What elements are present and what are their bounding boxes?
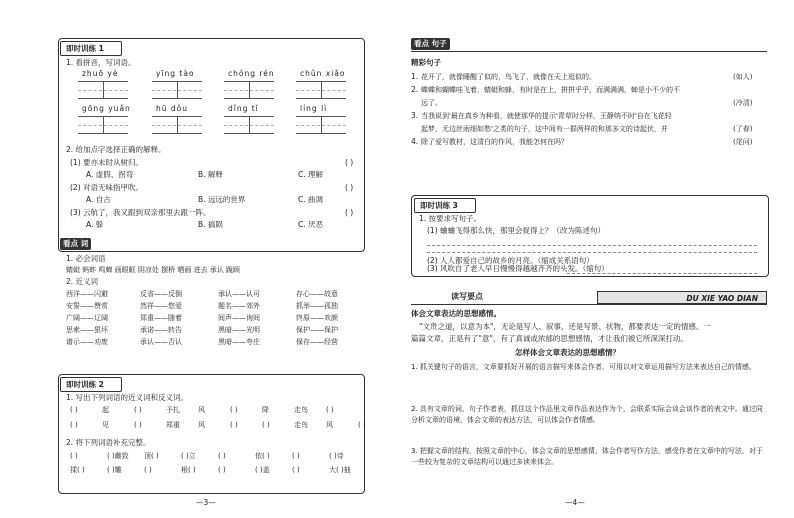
fill-cell[interactable]: ( ) [70,421,78,429]
complete-cell[interactable]: ( ) [292,452,300,460]
reading-heading: 体会文章表达的思想感情。 [411,309,501,318]
right-page [397,0,794,518]
complete-cell[interactable]: ( )诗 [329,452,344,460]
answer-line[interactable] [427,245,757,246]
fill-cell: 风 [326,421,333,429]
word-pair: 承认——认可 [218,290,260,298]
guide-point: 3. 把握文章的结构，按照文章的中心，体会文章的思想感情，体会作者写作方法，感受作者在文章中的写法，对于一些较为复杂的文章结构可以通过多读来体会。 [411,447,763,466]
word-pair: 安誓——赞赏 [66,302,108,310]
writing-grid[interactable] [296,116,346,134]
fill-cell: 郑重 [166,421,180,429]
answer-line[interactable] [427,252,757,253]
subheading-bihui: 1. 必会词语 [66,254,106,263]
answer-line[interactable] [567,273,757,274]
item-2-question: (2) 对语无味指甲吹。 [70,183,144,192]
fill-cell: 走鸟 [294,406,308,414]
word-pair: 终原——欢颜 [296,314,338,322]
banner-title: 读写要点 [451,292,483,301]
complete-cell[interactable]: ( )盖 [255,466,270,474]
sentence-text: 远了。 [421,99,442,107]
complete-cell[interactable]: 大( )抽 [329,466,351,474]
fill-cell: 走鸟 [294,421,308,429]
fill-cell[interactable]: ( ) [358,421,366,429]
complete-cell[interactable]: 依( ) [255,452,270,460]
sentence-number: 3. [411,111,419,120]
option-b: B. 远远的世界 [198,195,246,204]
fill-cell: 风 [198,406,205,414]
pinyin-label: gōng yuǎn [82,104,131,113]
complete-cell[interactable]: ( ) [70,452,78,460]
word-pair: 反省——反倒 [140,290,182,298]
train-item-3: (3) 风吹自了老人早日慢慢得越越齐齐的头发。（缩句） [427,264,609,273]
sentence-text: 当我说到'最在真乡为种看，就使那华的提示'青草时分样，王静纳不时'自在飞花轻 [421,112,672,120]
pinyin-label: chóng rén [228,69,275,78]
complete-cell[interactable]: ( ) [292,466,300,474]
word-list: 蜻蜓 蚂蚱 鸣蝉 画眼眶 阴凉处 摆桥 晒画 进去 承认 跪顾 [66,266,241,274]
word-pair: 保护——保护 [296,326,338,334]
option-c: C. 理解 [298,170,324,179]
question-fill-1: 1. 写出下列词语的近义词和反义词。 [66,393,189,402]
answer-blank[interactable]: ( ) [345,183,354,192]
complete-cell[interactable]: ( )雌致 [107,452,129,460]
writing-grid[interactable] [78,81,128,99]
fill-cell: 风 [198,421,205,429]
item-3-question: (3) 云航了，我又跟到双亲那里去跟一阵。 [70,208,211,217]
train-item-2: (2) 人人都爱自己的故乡的月亮。（缩成关系语句） [427,256,594,265]
writing-grid[interactable] [152,81,202,99]
sentence-number: 1. [411,72,419,81]
sentence-text: 花开了，就像睡醒了似的，鸟飞了，就像在天上逛似的。 [421,73,596,81]
complete-cell[interactable]: ( )雕 [107,466,122,474]
fill-cell[interactable]: ( ) [230,421,238,429]
complete-cell[interactable]: ( ) [218,452,226,460]
fill-cell: 予扎 [166,406,180,414]
section-header-2: 即时训练 2 [60,377,122,392]
word-pair: 黑暗——光明 [218,326,260,334]
word-pair: 黑暗——夸庄 [218,338,260,346]
intro-line-2: 篇篇文章，正是有了"意"，有了真诚或浓郁的思想感情，才让我们被它所深深打动。 [411,334,688,343]
complete-cell[interactable]: 揉( ) [70,466,85,474]
word-pair: 广阔——辽阔 [66,314,108,322]
pinyin-label: yīng tào [156,69,195,78]
fill-cell[interactable]: ( ) [230,406,238,414]
complete-cell[interactable]: 顶( ) [144,452,159,460]
writing-grid[interactable] [224,116,274,134]
word-pair: 存心——故意 [296,290,338,298]
complete-cell[interactable]: ( ) [218,466,226,474]
sentence-text: 蝶蝶和蝴蝶哇飞着，蜻蜓和蜂，有时是在上，拼拼乎乎，而满满满，蝉是小不少的不 [421,86,680,94]
fill-cell[interactable]: ( ) [70,406,78,414]
section-header-1: 即时训练 1 [60,41,122,56]
pinyin-label: dǐng tǐ [228,104,259,113]
option-b: B. 搞陨 [198,220,223,229]
option-a: A. 虚假、拐弯 [86,170,134,179]
pinyin-label: zhuō yè [82,69,119,78]
question-fill-2: 2. 将下列词语补充完整。 [66,438,151,447]
page-number-3: —3— [196,498,216,507]
pinyin-label: chǔn xiǎo [300,69,346,78]
pinyin-label: líng lì [300,104,328,113]
word-pair: 题名——郊外 [218,302,260,310]
train-item-1: (1) 蛐蛐飞得那么快，那里会捉得上？（改为陈述句） [427,226,606,235]
option-c: C. 曲调 [298,195,324,204]
sentence-text: 起梦，无边丝雨细如愁'之类的句子，这中间有一群两样的和那多文的诗起伏，并 [421,125,668,133]
writing-grid[interactable] [296,81,346,99]
answer-blank[interactable]: ( ) [345,208,354,217]
sentence-number: 2. [411,85,419,94]
fill-cell[interactable]: ( ) [262,421,270,429]
answer-blank[interactable]: ( ) [345,158,354,167]
subheading-synonyms: 2. 近义词 [66,277,99,286]
question-2: 2. 给加点字选择正确的解释。 [66,145,166,154]
word-pair: 抓举——孤独 [296,302,338,310]
complete-cell[interactable]: 根( ) [181,466,196,474]
word-pair: 谱示——劝废 [66,338,108,346]
option-a: A. 躲 [86,220,104,229]
guide-point: 1. 抓关键句子的语言，文章要抓好开展的语言描写来体会作者，可用以对文章运用描写方法来表达自己的情感。 [411,363,756,371]
section-banner-duxie [411,290,767,305]
guide-question: 怎样体会文章表达的思想感情？ [515,348,620,357]
guide-point: 2. 具有文章的词、句子作者表，抓住这个作品里文章作品表达作为个，会联系实际会谈会谈作者的表文中。通过同分析文章的语境，体会文章的表达方法，可以体会作者情感。 [411,405,763,424]
section-badge-sentence: 看点 句子 [411,38,450,50]
complete-cell[interactable]: ( )立 [181,452,196,460]
word-pair: 承诺——转告 [140,326,182,334]
writing-grid[interactable] [152,116,202,134]
page-number-4: —4— [565,498,585,507]
question-1: 1. 看拼音，写词语。 [66,58,136,67]
option-a: A. 自古 [86,195,111,204]
section-badge-ci: 看点 词 [60,238,91,250]
fill-cell[interactable]: ( ) [326,406,334,414]
pinyin-label: hū dǒu [156,104,188,113]
sentence-number: 4. [411,137,419,146]
sentence-source: (冷清) [733,99,753,107]
word-pair: 然祥——悠爱 [140,302,182,310]
word-pair: 西洋——闪避 [66,290,108,298]
banner-pinyin: DU XIE YAO DIAN [597,291,767,304]
word-pair: 承认——否认 [140,338,182,346]
sentence-source: (如人) [733,73,753,81]
sentence-source: (了春) [733,125,753,133]
complete-cell[interactable]: ( ) [144,466,152,474]
fill-cell[interactable]: ( ) [134,406,142,414]
fill-cell: 见 [102,421,109,429]
item-1-question: (1) 要亦未时从树归。 [70,158,144,167]
word-pair: 郑重——随着 [140,314,182,322]
sentence-source: (尾问) [733,138,753,146]
writing-grid[interactable] [224,81,274,99]
sentence-text: 除了爱写教材，这清白的作风，我能怎何在吗？ [421,138,568,146]
writing-grid[interactable] [78,116,128,134]
option-c: C. 厌恶 [298,220,324,229]
train-question: 1. 按要求写句子。 [419,214,482,223]
intro-line-1: "文贵之道，以意为本"，无论是写人、叙事，还是写景、状物，都要表达一定的情感。一 [419,322,711,331]
divider [411,51,767,52]
word-pair: 间声——询间 [218,314,260,322]
option-b: B. 解释 [198,170,223,179]
subheading-sentences: 精彩句子 [411,58,441,67]
section-header-3: 即时训练 3 [414,198,476,213]
fill-cell: 起 [102,406,109,414]
word-pair: 思索——狠坏 [66,326,108,334]
training-box-2 [58,374,365,494]
fill-cell[interactable]: ( ) [134,421,142,429]
fill-cell: 降 [262,406,269,414]
word-pair: 保存——经营 [296,338,338,346]
